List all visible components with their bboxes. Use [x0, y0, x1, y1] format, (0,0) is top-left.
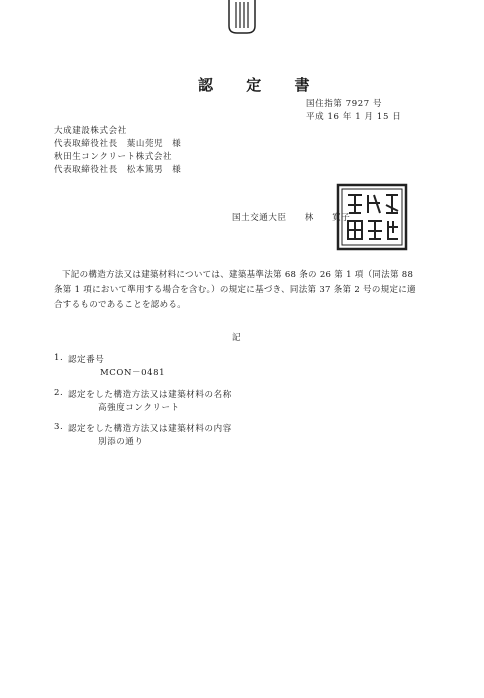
- item-value: MCON－0481: [100, 368, 166, 378]
- document-title: 認 定 書: [198, 76, 324, 94]
- recipient-representative: 代表取締役社長 葉山莞児 様: [54, 139, 182, 149]
- issue-date: 平成 16 年 1 月 15 日: [306, 112, 402, 122]
- item-value: 高強度コンクリート: [98, 403, 180, 413]
- recipient-representative: 代表取締役社長 松本篤男 様: [54, 165, 182, 175]
- item-number: 2.: [54, 388, 64, 398]
- certification-statement: 下記の構造方法又は建築材料については、建築基準法第 68 条の 26 第 1 項（同法第 88 条第 1 項において準用する場合を含む。）の規定に基づき、同法第 37 条第 2 号の規定に適合するものであることを認める。: [54, 270, 416, 310]
- recipient-company: 大成建設株式会社: [54, 126, 127, 136]
- certificate-number: 国住指第 7927 号: [306, 99, 383, 109]
- item-number: 1.: [54, 353, 64, 363]
- item-value: 別添の通り: [98, 437, 144, 447]
- ki-heading: 記: [232, 333, 242, 343]
- binding-mark-graphic: [227, 0, 257, 34]
- official-seal-stamp: [336, 183, 408, 251]
- item-heading: 認定をした構造方法又は建築材料の名称: [68, 390, 232, 400]
- recipient-company: 秋田生コンクリート株式会社: [54, 152, 173, 162]
- item-heading: 認定番号: [68, 355, 105, 365]
- item-heading: 認定をした構造方法又は建築材料の内容: [68, 424, 232, 434]
- issuer-name: 国土交通大臣 林 寛子: [232, 213, 351, 223]
- item-number: 3.: [54, 422, 64, 432]
